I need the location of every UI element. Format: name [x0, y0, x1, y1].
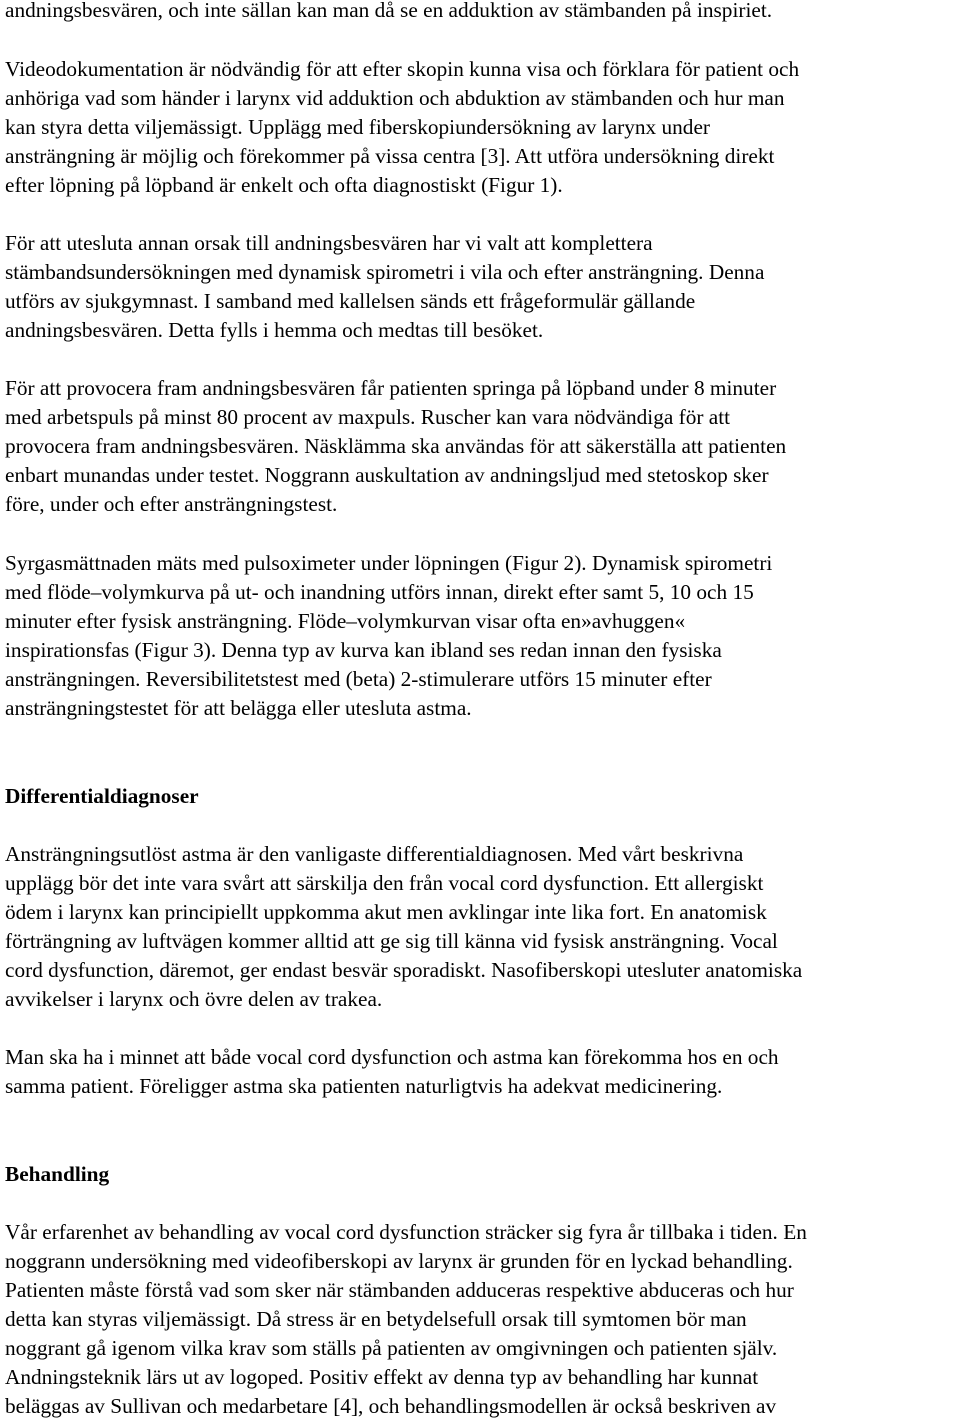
paragraph-4-line-2: med flöde–volymkurva på ut- och inandning utförs innan, direkt efter samt 5, 10 och 15: [5, 580, 754, 604]
differential-paragraph-2-line-2: samma patient. Föreligger astma ska patienten naturligtvis ha adekvat medicinering.: [5, 1074, 723, 1098]
intro-text-line: andningsbesvären, och inte sällan kan man då se en adduktion av stämbanden på inspiriet.: [5, 0, 773, 22]
treatment-paragraph-line-2: noggrann undersökning med videofiberskopi av larynx är grunden för en lyckad behandling.: [5, 1249, 793, 1273]
differential-paragraph-1-line-6: avvikelser i larynx och övre delen av trakea.: [5, 987, 383, 1011]
differential-paragraph-1-line-5: cord dysfunction, däremot, ger endast besvär sporadiskt. Nasofiberskopi utesluter anatomiska: [5, 958, 803, 982]
differential-paragraph-1-line-1: Ansträngningsutlöst astma är den vanligaste differentialdiagnosen. Med vårt beskrivna: [5, 842, 744, 866]
treatment-paragraph-line-1: Vår erfarenhet av behandling av vocal cord dysfunction sträcker sig fyra år tillbaka i tiden. En: [5, 1220, 807, 1244]
paragraph-4-line-3: minuter efter fysisk ansträngning. Flöde–volymkurvan visar ofta en»avhuggen«: [5, 609, 686, 633]
paragraph-1-line-3: kan styra detta viljemässigt. Upplägg med fiberskopiundersökning av larynx under: [5, 115, 711, 139]
paragraph-3-line-5: före, under och efter ansträngningstest.: [5, 492, 338, 516]
paragraph-4-line-6: ansträngningstestet för att belägga eller utesluta astma.: [5, 696, 472, 720]
treatment-paragraph-line-7: beläggas av Sullivan och medarbetare [4], och behandlingsmodellen är också beskriven av: [5, 1394, 777, 1418]
paragraph-3-line-1: För att provocera fram andningsbesvären får patienten springa på löpband under 8 minuter: [5, 376, 777, 400]
differential-paragraph-1-line-4: förträngning av luftvägen kommer alltid att ge sig till känna vid fysisk ansträngning. Vocal: [5, 929, 778, 953]
paragraph-1-line-5: efter löpning på löpband är enkelt och ofta diagnostiskt (Figur 1).: [5, 173, 563, 197]
paragraph-1-line-4: ansträngning är möjlig och förekommer på vissa centra [3]. Att utföra undersökning direkt: [5, 144, 775, 168]
paragraph-2-line-4: andningsbesvären. Detta fylls i hemma och medtas till besöket.: [5, 318, 544, 342]
treatment-paragraph-line-6: Andningsteknik lärs ut av logoped. Positiv effekt av denna typ av behandling har kunnat: [5, 1365, 759, 1389]
paragraph-2-line-2: stämbandsundersökningen med dynamisk spirometri i vila och efter ansträngning. Denna: [5, 260, 765, 284]
treatment-paragraph-line-3: Patienten måste förstå vad som sker när stämbanden adduceras respektive abduceras och hur: [5, 1278, 794, 1302]
heading-differentialdiagnoser: Differentialdiagnoser: [5, 784, 199, 808]
paragraph-2-line-1: För att utesluta annan orsak till andningsbesvären har vi valt att komplettera: [5, 231, 653, 255]
paragraph-4-line-5: ansträngningen. Reversibilitetstest med (beta) 2-stimulerare utförs 15 minuter efter: [5, 667, 712, 691]
treatment-paragraph-line-5: noggrant gå igenom vilka krav som ställs på patienten av omgivningen och patienten själv.: [5, 1336, 778, 1360]
paragraph-1-line-1: Videodokumentation är nödvändig för att efter skopin kunna visa och förklara för patient och: [5, 57, 800, 81]
paragraph-3-line-2: med arbetspuls på minst 80 procent av maxpuls. Ruscher kan vara nödvändiga för att: [5, 405, 731, 429]
heading-behandling: Behandling: [5, 1162, 110, 1186]
paragraph-4-line-4: inspirationsfas (Figur 3). Denna typ av kurva kan ibland ses redan innan den fysiska: [5, 638, 722, 662]
differential-paragraph-1-line-2: upplägg bör det inte vara svårt att särskilja den från vocal cord dysfunction. Ett allergiskt: [5, 871, 764, 895]
paragraph-3-line-3: provocera fram andningsbesvären. Näsklämma ska användas för att säkerställa att patienten: [5, 434, 787, 458]
differential-paragraph-1-line-3: ödem i larynx kan principiellt uppkomma akut men avklingar inte lika fort. En anatomisk: [5, 900, 767, 924]
treatment-paragraph-line-4: detta kan styras viljemässigt. Då stress är en betydelsefull orsak till symtomen bör man: [5, 1307, 747, 1331]
paragraph-1-line-2: anhöriga vad som händer i larynx vid adduktion och abduktion av stämbanden och hur man: [5, 86, 785, 110]
paragraph-4-line-1: Syrgasmättnaden mäts med pulsoximeter under löpningen (Figur 2). Dynamisk spirometri: [5, 551, 773, 575]
paragraph-2-line-3: utförs av sjukgymnast. I samband med kallelsen sänds ett frågeformulär gällande: [5, 289, 696, 313]
paragraph-3-line-4: enbart munandas under testet. Noggrann auskultation av andningsljud med stetoskop sker: [5, 463, 769, 487]
differential-paragraph-2-line-1: Man ska ha i minnet att både vocal cord dysfunction och astma kan förekomma hos en och: [5, 1045, 779, 1069]
